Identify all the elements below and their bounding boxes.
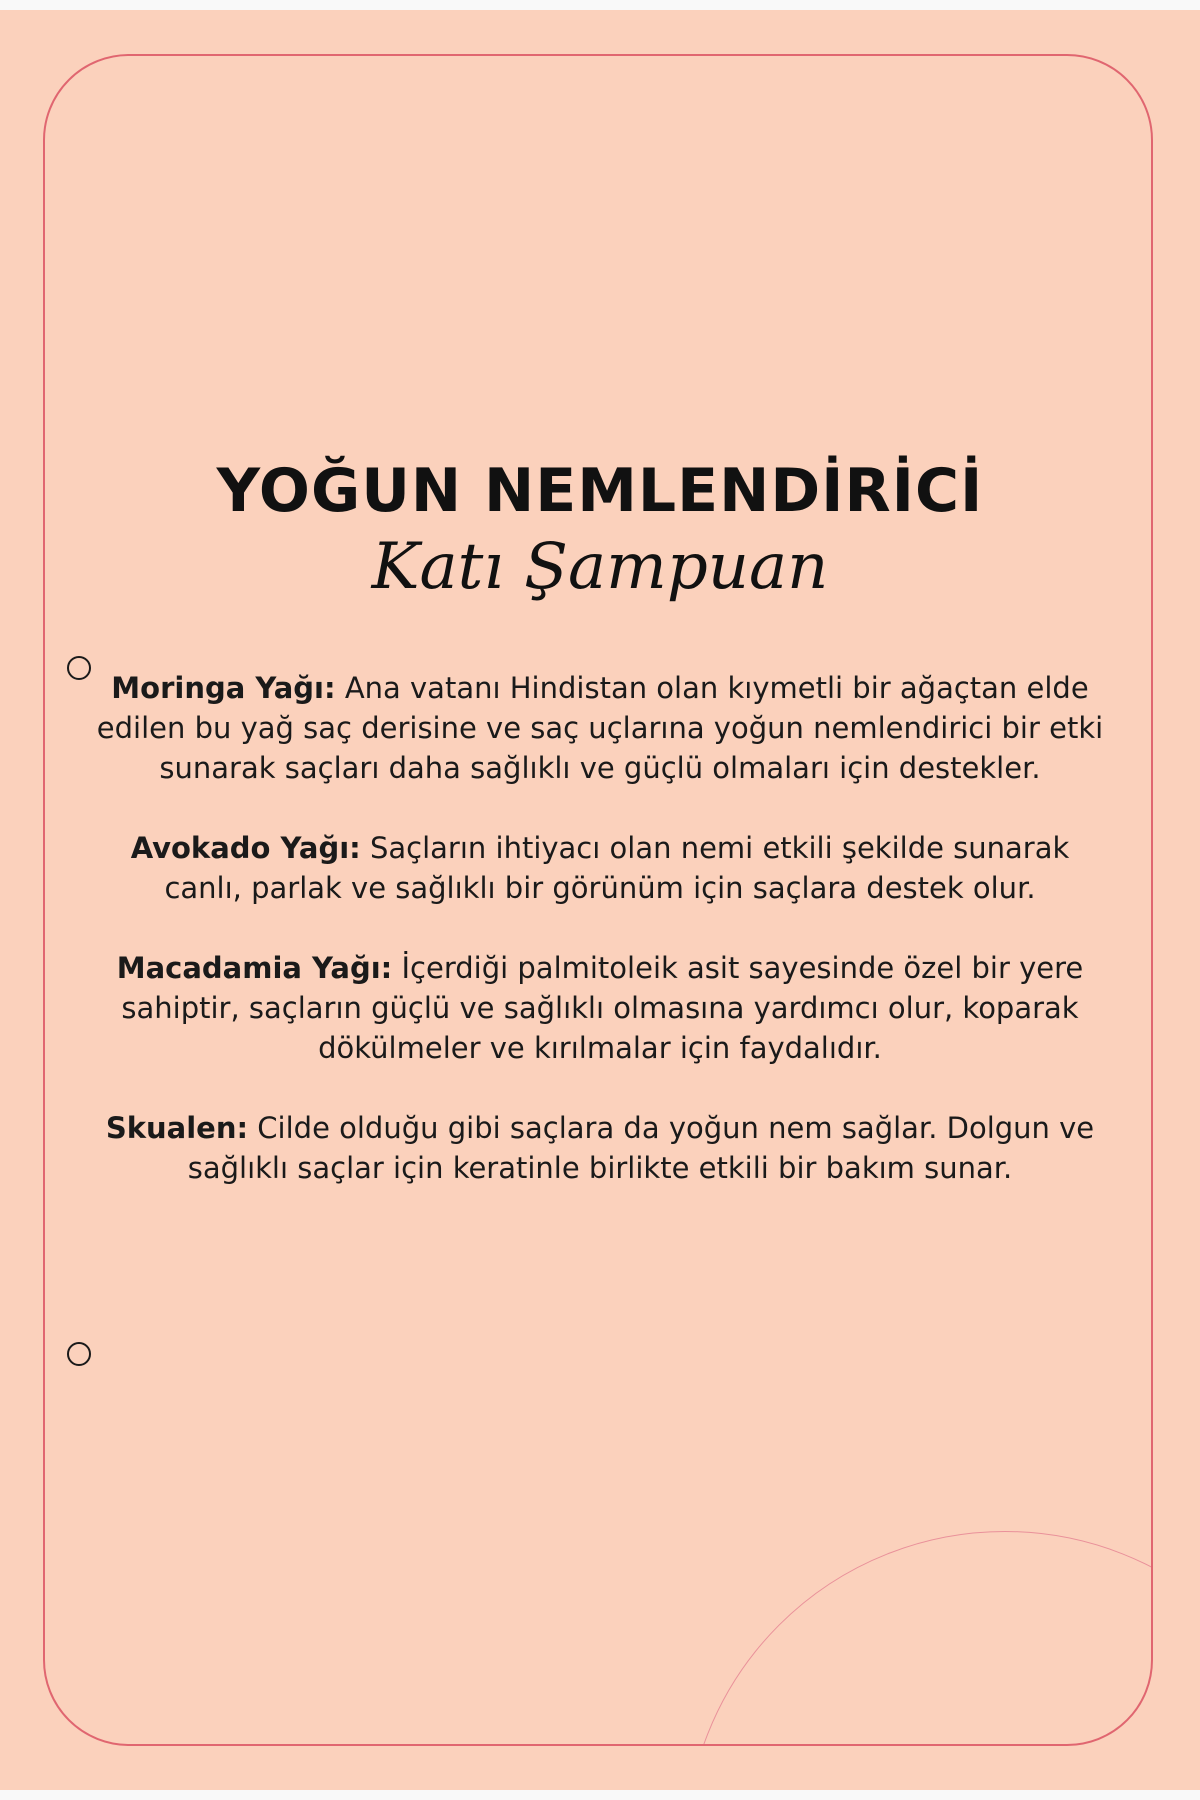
ingredient-term: Avokado Yağı: (130, 831, 361, 865)
ingredient-description: Cilde olduğu gibi saçlara da yoğun nem sağlar. Dolgun ve sağlıklı saçlar için keratinle birlikte etkili bir bakım sunar. (187, 1111, 1095, 1185)
punch-hole-top (67, 656, 91, 680)
ingredient-paragraph (95, 948, 1105, 1068)
ingredient-paragraph (95, 668, 1105, 788)
ingredient-description: Ana vatanı Hindistan olan kıymetli bir ağaçtan elde edilen bu yağ saç derisine ve saç uçlarına yoğun nemlendirici bir etki sunarak saçları daha sağlıklı ve güçlü olmaları için destekler. (96, 671, 1104, 785)
punch-hole-bottom (67, 1342, 91, 1366)
ingredients-list (95, 668, 1105, 1228)
ingredient-description: Saçların ihtiyacı olan nemi etkili şekilde sunarak canlı, parlak ve sağlıklı bir görünüm için saçlara destek olur. (164, 831, 1070, 905)
page-title: YOĞUN NEMLENDİRİCİ (216, 456, 984, 526)
ingredient-term: Moringa Yağı: (111, 671, 336, 705)
ingredient-description: İçerdiği palmitoleik asit sayesinde özel bir yere sahiptir, saçların güçlü ve sağlıklı olmasına yardımcı olur, koparak dökülmeler ve kırılmalar için faydalıdır. (121, 951, 1084, 1065)
ingredient-paragraph (95, 828, 1105, 908)
ingredient-term: Skualen: (105, 1111, 249, 1145)
product-info-card (0, 10, 1200, 1790)
ingredient-paragraph (95, 1108, 1105, 1188)
ingredient-term: Macadamia Yağı: (116, 951, 393, 985)
decorative-arc (685, 1531, 1153, 1746)
page-subtitle-script: Katı Şampuan (371, 530, 829, 604)
